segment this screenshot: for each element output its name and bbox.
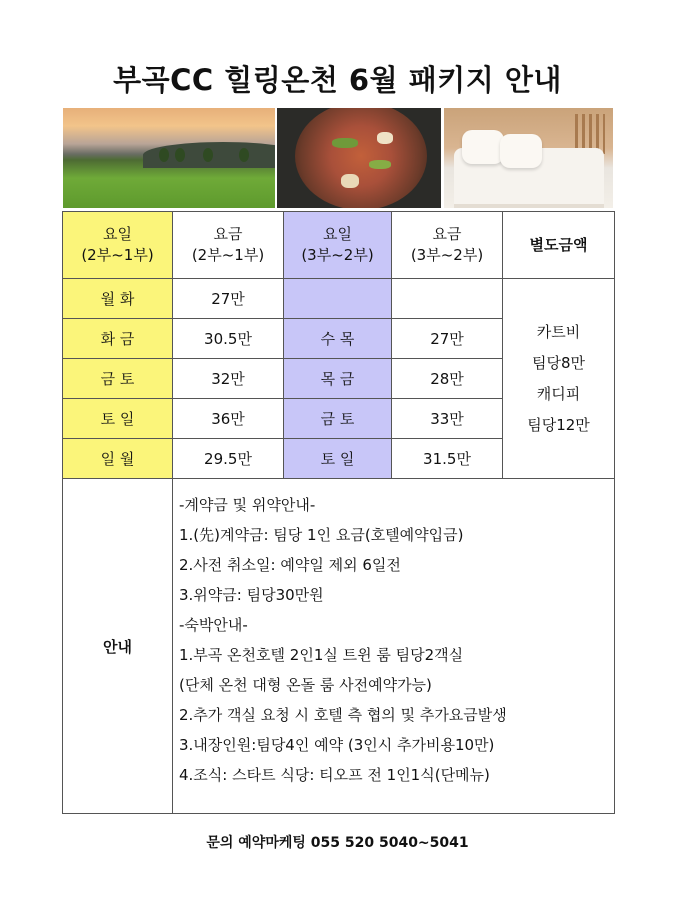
hotel-room-photo	[444, 108, 613, 208]
day-cell-3p2: 토 일	[284, 439, 392, 479]
stew-photo	[277, 108, 441, 208]
header-day-2p1: 요일 (2부~1부)	[63, 212, 173, 279]
stew-pot-shape	[295, 108, 427, 208]
notice-row	[63, 479, 615, 814]
vegetable-shape	[369, 160, 391, 169]
price-cell-2p1: 32만	[173, 359, 284, 399]
tree-shape	[175, 148, 185, 162]
notice-body	[173, 479, 615, 814]
day-cell-2p1: 토 일	[63, 399, 173, 439]
day-cell-2p1: 화 금	[63, 319, 173, 359]
price-table	[62, 211, 615, 814]
extra-fee-line: 캐디피	[536, 384, 581, 403]
vegetable-shape	[332, 138, 358, 148]
extra-fee-line: 팀당8만	[531, 353, 585, 372]
day-cell-3p2: 금 토	[284, 399, 392, 439]
notice-line: 2.추가 객실 요청 시 호텔 측 협의 및 추가요금발생	[179, 706, 507, 724]
price-cell-2p1: 36만	[173, 399, 284, 439]
notice-line: 4.조식: 스타트 식당: 티오프 전 1인1식(단메뉴)	[179, 766, 490, 784]
notice-line: -계약금 및 위약안내-	[179, 496, 316, 514]
extra-fee-line: 팀당12만	[527, 415, 590, 434]
price-cell-3p2: 31.5만	[392, 439, 503, 479]
notice-line: 1.(先)계약금: 팀당 1인 요금(호텔예약입금)	[179, 526, 464, 544]
notice-label: 안내	[63, 479, 173, 814]
day-cell-2p1: 일 월	[63, 439, 173, 479]
tree-shape	[159, 148, 169, 162]
notice-line: 3.내장인원:팀당4인 예약 (3인시 추가비용10만)	[179, 736, 495, 754]
pillow-shape	[500, 134, 542, 168]
day-cell-2p1: 금 토	[63, 359, 173, 399]
price-cell-2p1: 29.5만	[173, 439, 284, 479]
notice-line: 3.위약금: 팀당30만원	[179, 586, 324, 604]
contact-footer: 문의 예약마케팅 055 520 5040~5041	[206, 835, 469, 851]
price-cell-3p2: 33만	[392, 399, 503, 439]
day-cell-3p2: 수 목	[284, 319, 392, 359]
tofu-shape	[341, 174, 359, 188]
price-cell-2p1: 30.5만	[173, 319, 284, 359]
extra-fee-cell	[503, 279, 615, 479]
tofu-shape	[377, 132, 393, 144]
day-cell-2p1: 월 화	[63, 279, 173, 319]
header-day-3p2: 요일 (3부~2부)	[284, 212, 392, 279]
price-cell-3p2: 28만	[392, 359, 503, 399]
price-cell-2p1: 27만	[173, 279, 284, 319]
price-cell-3p2: 27만	[392, 319, 503, 359]
golf-course-photo	[63, 108, 275, 208]
header-price-3p2: 요금 (3부~2부)	[392, 212, 503, 279]
header-price-2p1: 요금 (2부~1부)	[173, 212, 284, 279]
notice-line: 2.사전 취소일: 예약일 제외 6일전	[179, 556, 401, 574]
table-row	[63, 279, 615, 319]
day-cell-3p2: 목 금	[284, 359, 392, 399]
photo-strip	[63, 108, 613, 208]
tree-shape	[203, 148, 213, 162]
tree-shape	[239, 148, 249, 162]
table-header-row	[63, 212, 615, 279]
notice-line: -숙박안내-	[179, 616, 248, 634]
notice-line: 1.부곡 온천호텔 2인1실 트윈 룸 팀당2객실	[179, 646, 464, 664]
header-extra-fee: 별도금액	[503, 212, 615, 279]
day-cell-3p2	[284, 279, 392, 319]
pillow-shape	[462, 130, 504, 164]
notice-line: (단체 온천 대형 온돌 룸 사전예약가능)	[179, 676, 432, 694]
page-title: 부곡CC 힐링온천 6월 패키지 안내	[113, 63, 562, 97]
price-cell-3p2	[392, 279, 503, 319]
extra-fee-line: 카트비	[536, 322, 581, 341]
